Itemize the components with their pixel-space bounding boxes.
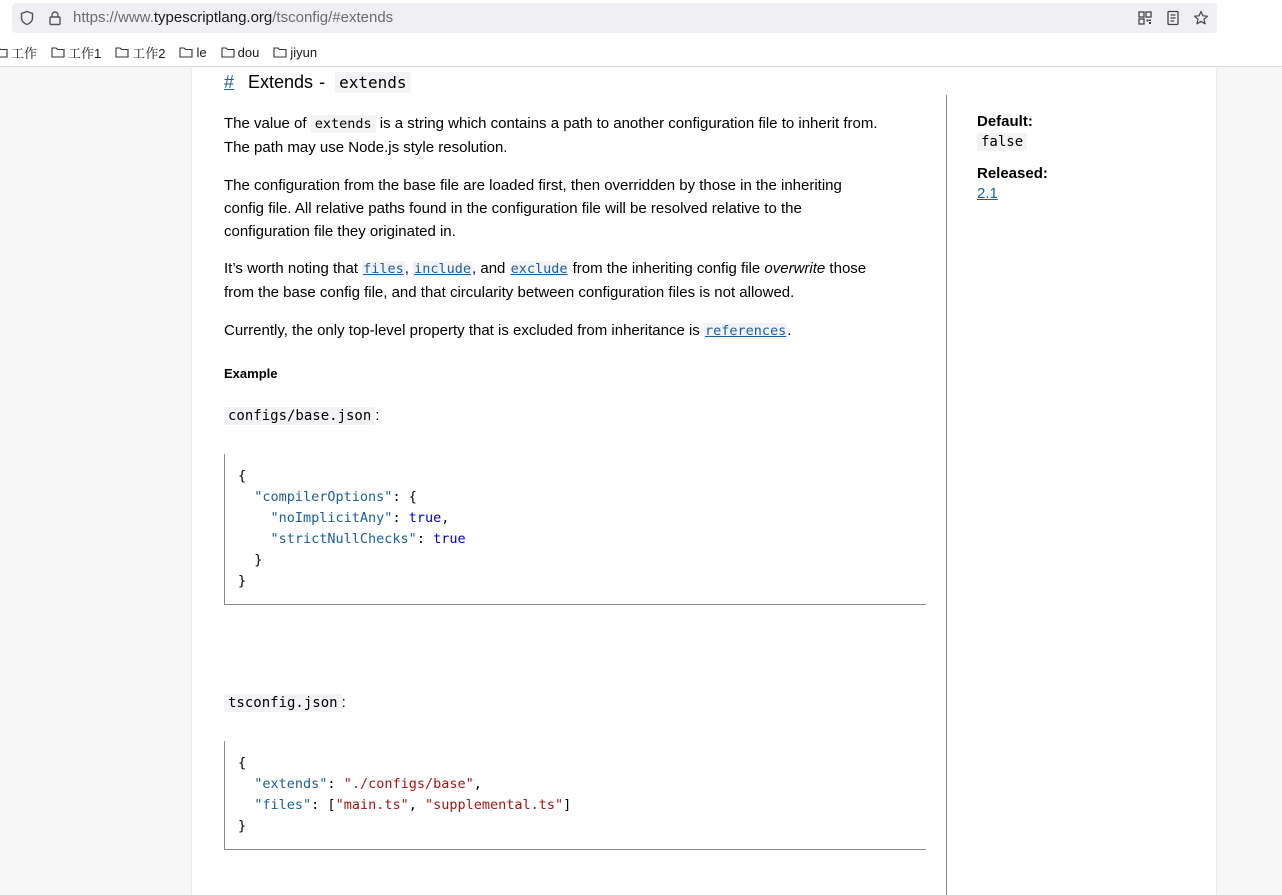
bookmark-folder[interactable]: 工作: [0, 43, 37, 62]
folder-icon: [0, 46, 8, 58]
lock-icon[interactable]: [47, 10, 63, 26]
files-link[interactable]: files: [363, 261, 404, 277]
code-block-base: { "compilerOptions": { "noImplicitAny": true, "strictNullChecks": true } }: [224, 454, 926, 605]
qr-code-icon[interactable]: [1137, 10, 1153, 26]
column-divider: [946, 95, 947, 895]
folder-icon: [221, 46, 235, 58]
exclude-link[interactable]: exclude: [510, 261, 568, 277]
references-link[interactable]: references: [704, 323, 787, 339]
folder-icon: [51, 46, 65, 58]
shield-icon[interactable]: [19, 10, 35, 26]
bookmarks-bar: [0, 42, 331, 62]
sidebar: [977, 113, 1197, 217]
example-heading: Example: [224, 366, 278, 381]
paragraph-value: The value of extends is a string which contains a path to another configuration file to inherit from. The path may use Node.js style resolution.: [224, 115, 878, 156]
anchor-link[interactable]: #: [224, 71, 235, 92]
paragraph-references: Currently, the only top-level property that is excluded from inheritance is references.: [224, 322, 792, 339]
code-block-tsconfig: { "extends": "./configs/base", "files": ["main.ts", "supplemental.ts"] }: [224, 741, 926, 850]
folder-icon: [273, 46, 287, 58]
page-content: [191, 67, 1217, 895]
title-text: Extends: [248, 71, 314, 92]
bookmark-folder[interactable]: dou: [221, 45, 260, 60]
paragraph-overwrite: It’s worth noting that files, include, and exclude from the inheriting config file overwrite those from the base config file, and that circularity between configuration files is not allowed.: [224, 260, 867, 301]
bookmark-folder[interactable]: 工作1: [51, 43, 101, 62]
default-value: false: [977, 133, 1197, 150]
released-value: [977, 185, 1197, 202]
default-label: Default:: [977, 113, 1033, 130]
folder-icon: [179, 46, 193, 58]
released-version-link[interactable]: 2.1: [977, 185, 998, 202]
paragraph-configuration: The configuration from the base file are loaded first, then overridden by those in the inheriting config file. All relative paths found in the configuration file will be resolved relative to the configuration file they originated in.: [224, 177, 842, 240]
title-code: extends: [335, 72, 410, 93]
folder-icon: [115, 46, 129, 58]
star-bookmark-icon[interactable]: [1193, 10, 1209, 26]
bookmark-folder[interactable]: 工作2: [115, 43, 165, 62]
include-link[interactable]: include: [414, 261, 472, 277]
section-title: [224, 67, 411, 97]
file-label-tsconfig: tsconfig.json :: [224, 694, 346, 711]
address-bar[interactable]: [12, 3, 1217, 33]
url-text[interactable]: https://www.typescriptlang.org/tsconfig/#extends: [73, 9, 394, 26]
inline-code: extends: [311, 115, 376, 133]
title-dash: -: [319, 71, 326, 92]
browser-chrome: [0, 0, 1282, 67]
bookmark-folder[interactable]: jiyun: [273, 45, 317, 60]
reader-view-icon[interactable]: [1165, 10, 1181, 26]
released-label: Released:: [977, 165, 1048, 182]
bookmark-folder[interactable]: le: [179, 45, 206, 60]
file-label-base: configs/base.json :: [224, 407, 379, 424]
